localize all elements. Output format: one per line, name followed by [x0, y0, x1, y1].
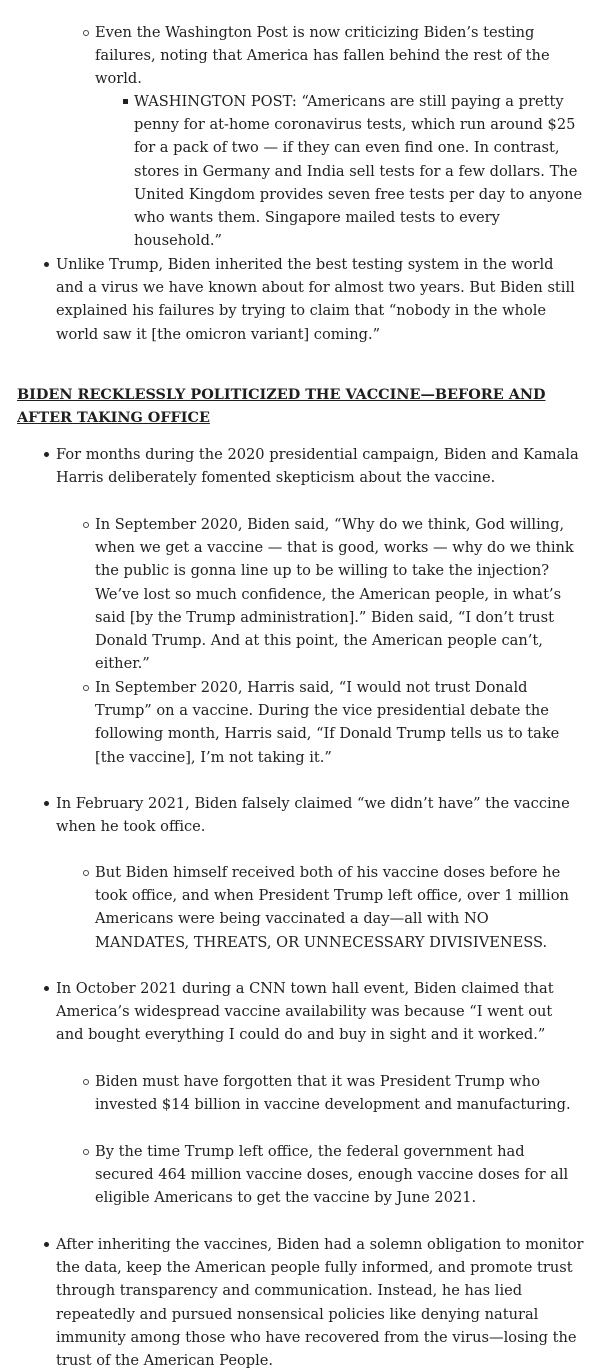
- bullet-february-claim: [56, 792, 584, 838]
- bullet-text: WASHINGTON POST: “Americans are still paying a pretty penny for at-home coronavirus tests, which run around $25 for a pack of two — if they can even find one. In contrast, stores in Germany and India sell tests for a few dollars. The United Kingdom provides seven free tests per day to anyone who wants them. Singapore mailed tests to every household.”: [134, 93, 583, 250]
- disc-bullet-icon: [44, 452, 49, 457]
- disc-bullet-icon: [44, 986, 49, 991]
- hollow-bullet-icon: [83, 1149, 89, 1155]
- bullet-text: By the time Trump left office, the federal government had secured 464 million vaccine doses, enough vaccine doses for all eligible Americans to get the vaccine by June 2021.: [95, 1143, 569, 1207]
- bullet-solemn-obligation: [56, 1233, 584, 1372]
- bullet-text: Even the Washington Post is now criticizing Biden’s testing failures, noting that America has fallen behind the rest of the world.: [95, 24, 550, 88]
- hollow-bullet-icon: [83, 522, 89, 528]
- bullet-text: For months during the 2020 presidential campaign, Biden and Kamala Harris deliberately fomented skepticism about the vaccine.: [56, 446, 579, 487]
- square-bullet-icon: [123, 99, 128, 104]
- bullet-text: Biden must have forgotten that it was President Trump who invested $14 billion in vaccine development and manufacturing.: [95, 1073, 571, 1114]
- disc-bullet-icon: [44, 1242, 49, 1247]
- disc-bullet-icon: [44, 801, 49, 806]
- bullet-text: After inheriting the vaccines, Biden had a solemn obligation to monitor the data, keep the American people fully informed, and promote trust through transparency and communication. Instead, he has lied repeatedly and pursued nonsensical policies like denying natural immunity among those who have recovered from the virus—losing the trust of the American People.: [56, 1236, 584, 1370]
- sub-bullet-wapo-criticism: [95, 21, 587, 91]
- bullet-text: In September 2020, Harris said, “I would not trust Donald Trump” on a vaccine. During the vice presidential debate the following month, Harris said, “If Donald Trump tells us to take [the vaccine], I’m not taking it.”: [95, 679, 560, 766]
- hollow-bullet-icon: [83, 870, 89, 876]
- section-heading: BIDEN RECKLESSLY POLITICIZED THE VACCINE—BEFORE AND AFTER TAKING OFFICE: [17, 386, 546, 427]
- bullet-text: Unlike Trump, Biden inherited the best testing system in the world and a virus we have known about for almost two years. But Biden still explained his failures by trying to claim that “nobody in the whole world saw it [the omicron variant] coming.”: [56, 256, 575, 343]
- sub-bullet-secured-doses: [95, 1140, 587, 1210]
- bullet-text: In September 2020, Biden said, “Why do we think, God willing, when we get a vaccine — that is good, works — why do we think the public is gonna line up to be willing to take the injection? We’ve lost so much confidence, the American people, in what’s said [by the Trump administration].” Biden said, “I don’t trust Donald Trump. And at this point, the American people can’t, either.”: [95, 516, 574, 673]
- sub-bullet-investment: [95, 1070, 587, 1116]
- sub-bullet-biden-quote: [95, 513, 587, 675]
- bullet-text: In February 2021, Biden falsely claimed “we didn’t have” the vaccine when he took office.: [56, 795, 570, 836]
- sub-bullet-vaccine-doses: [95, 861, 587, 954]
- bullet-cnn-town-hall: [56, 977, 584, 1047]
- bullet-text: In October 2021 during a CNN town hall event, Biden claimed that America’s widespread vaccine availability was because “I went out and bought everything I could do and buy in sight and it worked.”: [56, 980, 554, 1044]
- hollow-bullet-icon: [83, 685, 89, 691]
- bullet-testing-system: [56, 253, 584, 346]
- hollow-bullet-icon: [83, 1079, 89, 1085]
- bullet-campaign-skepticism: [56, 443, 584, 489]
- sub-bullet-harris-quote: [95, 676, 587, 769]
- sub-sub-bullet-wapo-quote: [134, 90, 586, 252]
- bullet-text: But Biden himself received both of his vaccine doses before he took office, and when President Trump left office, over 1 million Americans were being vaccinated a day—all with NO MANDATES, THREATS, OR UNNECESSARY DIVISIVENESS.: [95, 864, 569, 951]
- hollow-bullet-icon: [83, 30, 89, 36]
- disc-bullet-icon: [44, 262, 49, 267]
